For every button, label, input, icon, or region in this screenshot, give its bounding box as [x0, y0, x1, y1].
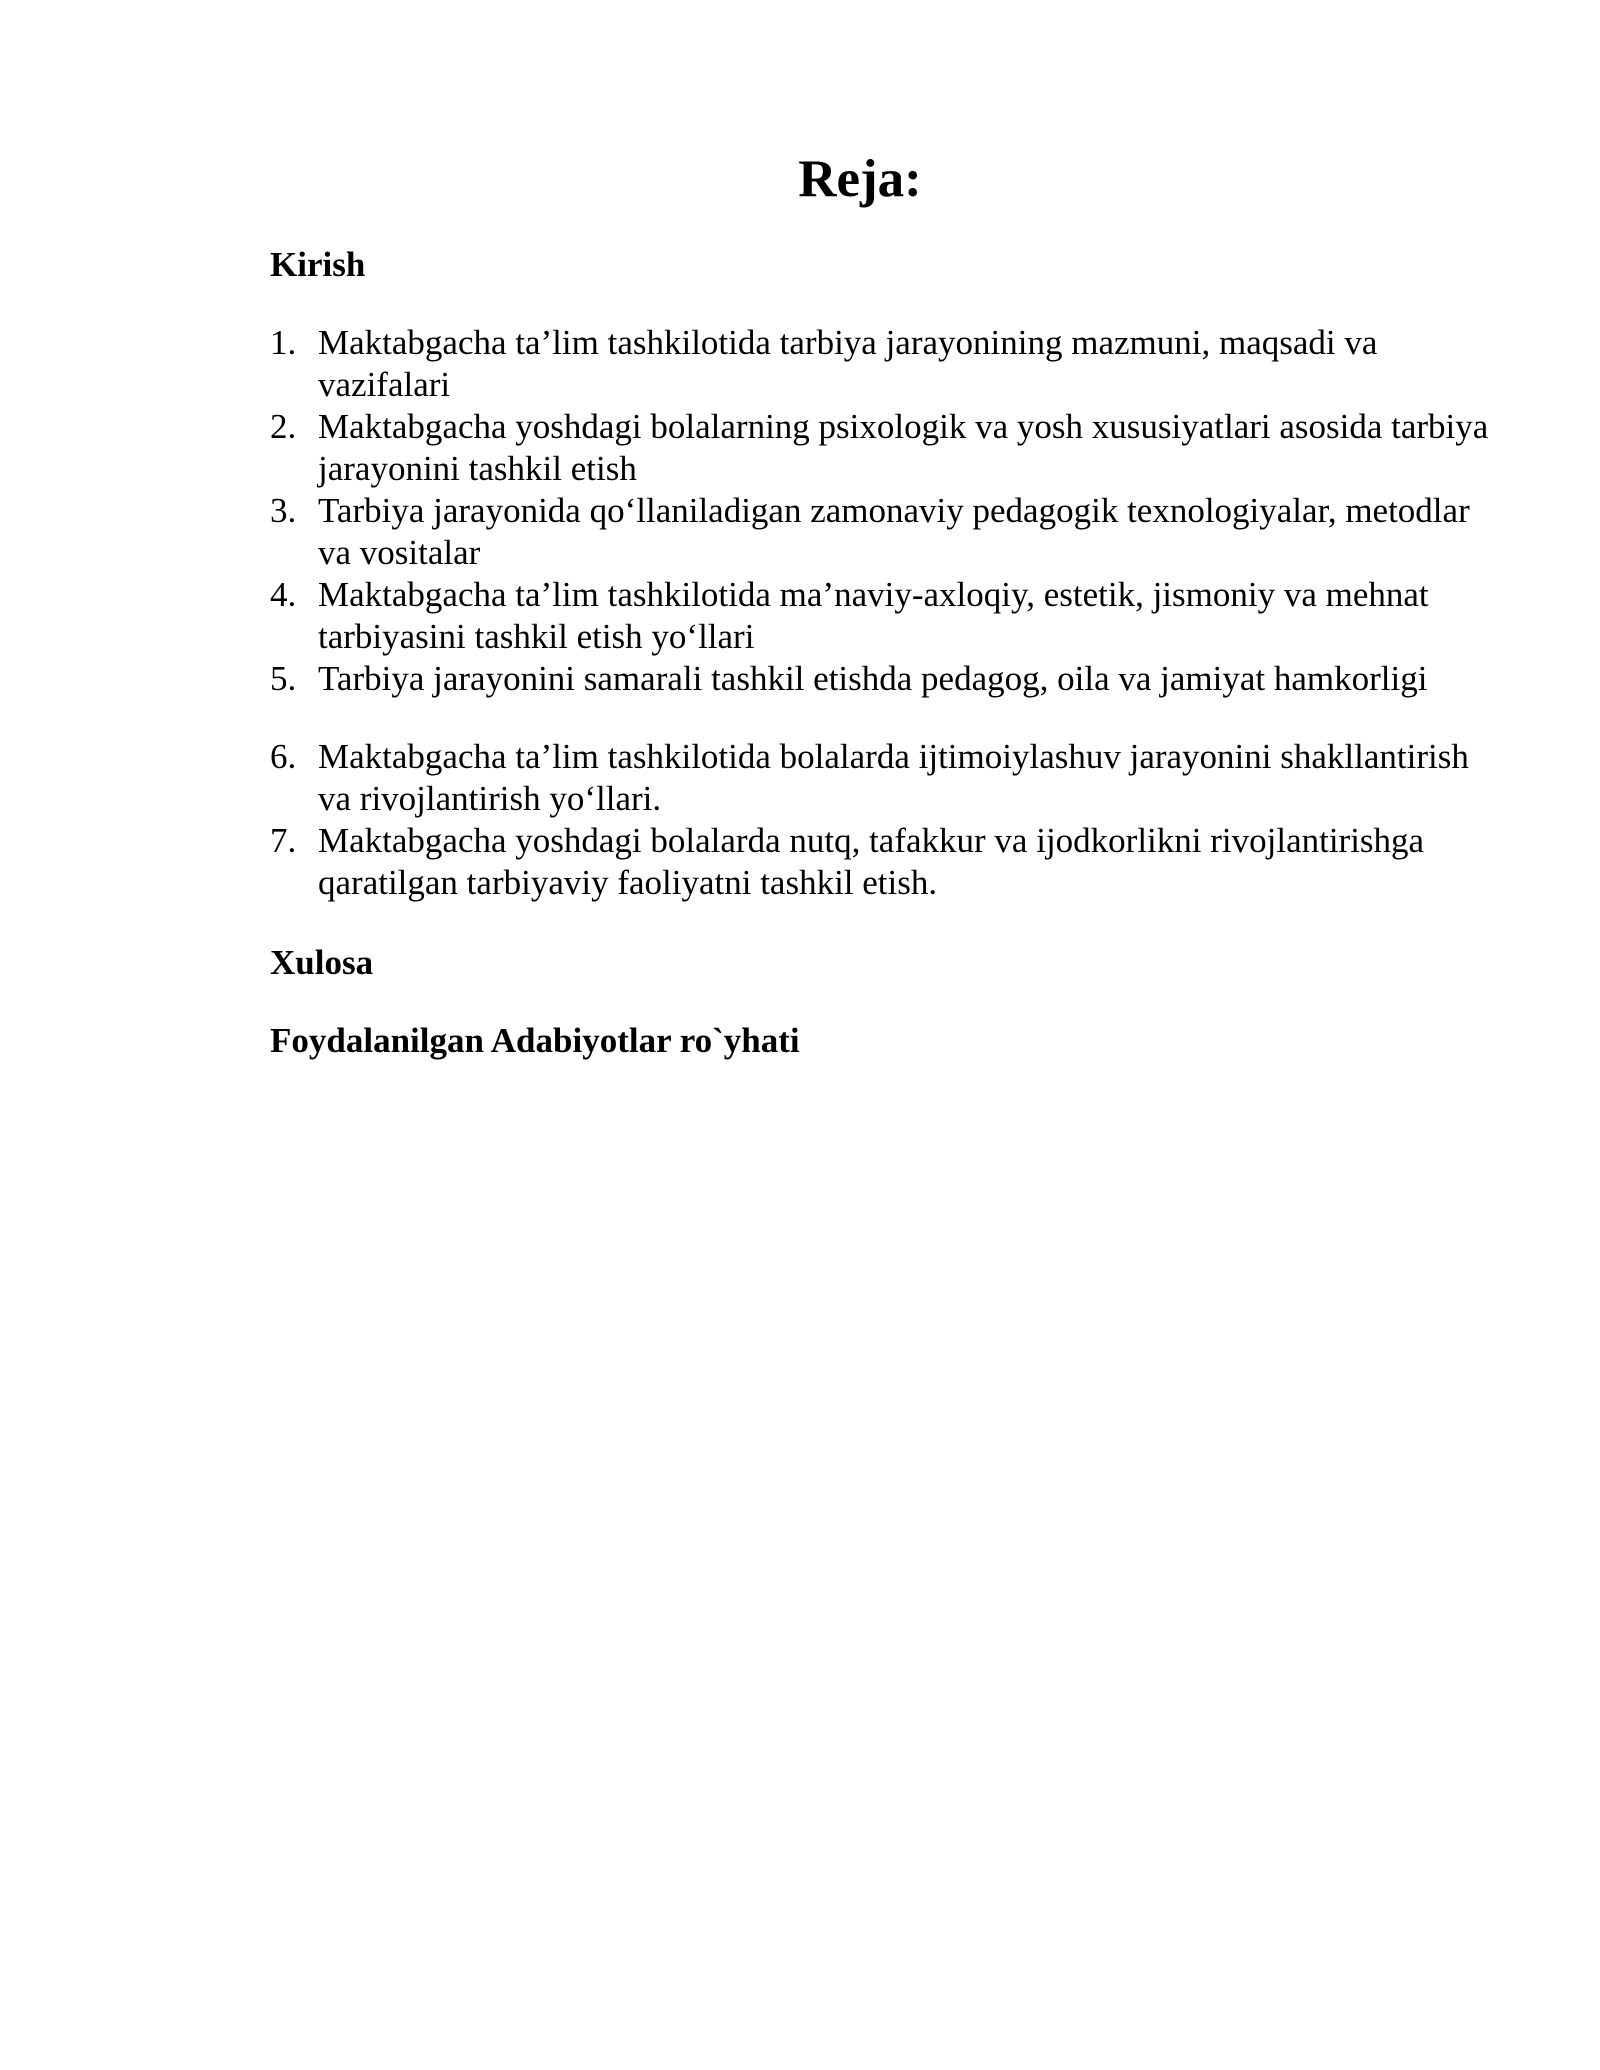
- plan-item-2: [270, 406, 1510, 490]
- plan-item-6: [270, 736, 1510, 820]
- plan-item-4: [270, 574, 1510, 658]
- references-heading: Foydalanilgan Adabiyotlar ro`yhati: [270, 1021, 800, 1060]
- document-body: [270, 244, 1510, 1062]
- plan-item-number: 3.: [270, 491, 297, 530]
- plan-item-text: Maktabgacha yoshdagi bolalarning psixologik va yosh xususiyatlari asosida tarbiya jarayonini tashkil etish: [318, 407, 1489, 488]
- plan-item-text: Maktabgacha yoshdagi bolalarda nutq, tafakkur va ijodkorlikni rivojlantirishga qaratilgan tarbiyaviy faoliyatni tashkil etish.: [318, 821, 1425, 902]
- plan-item-5: [270, 658, 1510, 700]
- plan-item-number: 7.: [270, 821, 297, 860]
- plan-item-text: Tarbiya jarayonini samarali tashkil etishda pedagog, oila va jamiyat hamkorligi: [318, 659, 1428, 698]
- plan-item-number: 2.: [270, 407, 297, 446]
- intro-heading: Kirish: [270, 245, 366, 284]
- plan-list: [270, 322, 1510, 904]
- plan-item-7: [270, 820, 1510, 904]
- plan-item-number: 5.: [270, 659, 297, 698]
- plan-item-text: Tarbiya jarayonida qo‘llaniladigan zamonaviy pedagogik texnologiyalar, metodlar va vositalar: [318, 491, 1470, 572]
- page-title: Reja:: [798, 150, 922, 208]
- plan-item-text: Maktabgacha ta’lim tashkilotida tarbiya jarayonining mazmuni, maqsadi va vazifalari: [318, 323, 1378, 404]
- plan-item-number: 6.: [270, 737, 297, 776]
- plan-item-text: Maktabgacha ta’lim tashkilotida bolalarda ijtimoiylashuv jarayonini shakllantirish va rivojlantirish yo‘llari.: [318, 737, 1469, 818]
- plan-item-3: [270, 490, 1510, 574]
- plan-item-text: Maktabgacha ta’lim tashkilotida ma’naviy-axloqiy, estetik, jismoniy va mehnat tarbiyasini tashkil etish yo‘llari: [318, 575, 1429, 656]
- plan-item-number: 4.: [270, 575, 297, 614]
- plan-item-number: 1.: [270, 323, 297, 362]
- plan-item-1: [270, 322, 1510, 406]
- conclusion-heading: Xulosa: [270, 943, 374, 982]
